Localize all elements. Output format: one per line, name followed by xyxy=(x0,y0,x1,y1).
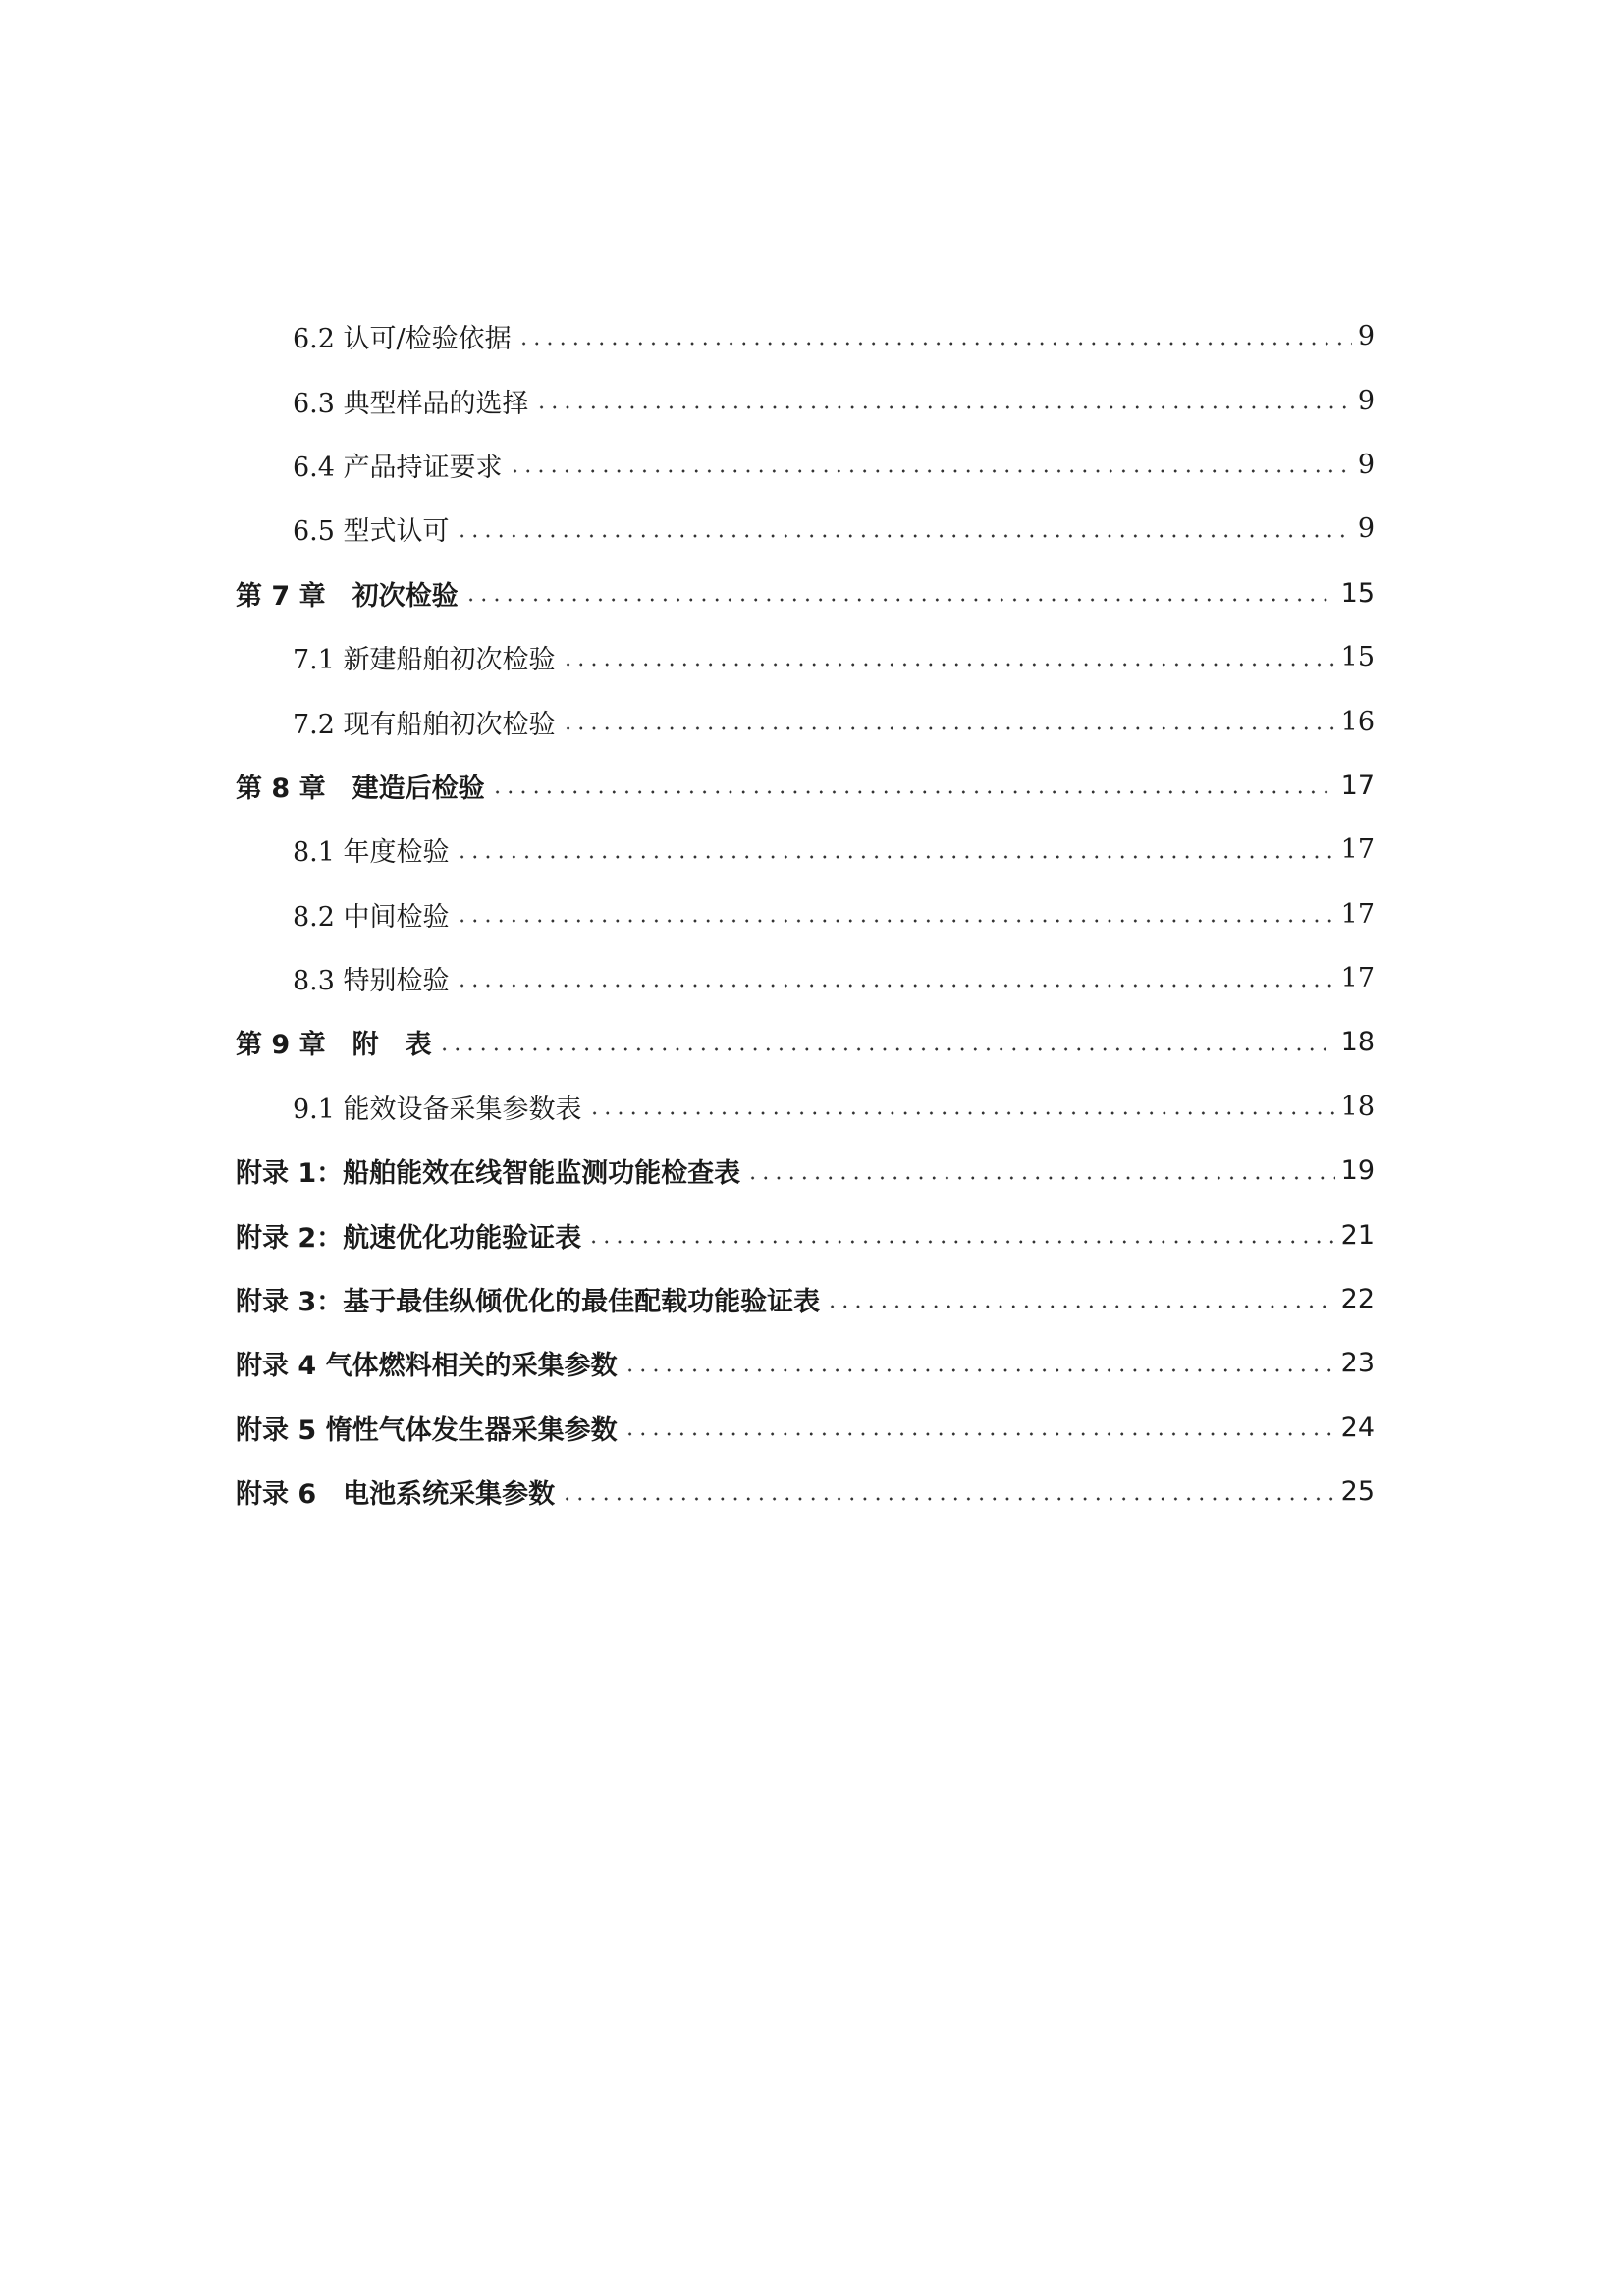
toc-page-number: 17 xyxy=(1340,963,1375,994)
toc-entry-title: 附录 4 气体燃料相关的采集参数 xyxy=(236,1351,618,1382)
toc-page-number: 9 xyxy=(1357,513,1375,545)
toc-entry-title: 第 9 章 附 表 xyxy=(236,1030,432,1061)
toc-entry-chapter-7[interactable] xyxy=(236,561,1375,625)
toc-dot-leader xyxy=(561,1497,1334,1501)
toc-page-number: 9 xyxy=(1357,449,1375,480)
toc-entry-7-2[interactable] xyxy=(236,689,1375,753)
toc-dot-leader xyxy=(623,1368,1335,1372)
toc-entry-chapter-8[interactable] xyxy=(236,754,1375,818)
toc-page-number: 22 xyxy=(1340,1284,1375,1315)
toc-page-number: 18 xyxy=(1340,1027,1375,1058)
toc-dot-leader xyxy=(438,1047,1335,1051)
toc-page-number: 23 xyxy=(1340,1348,1375,1379)
toc-entry-title: 附录 2：航速优化功能验证表 xyxy=(236,1222,582,1254)
toc-entry-title: 附录 5 惰性气体发生器采集参数 xyxy=(236,1415,618,1446)
toc-entry-title: 8.1 年度检验 xyxy=(293,837,450,869)
toc-entry-6-4[interactable] xyxy=(236,433,1375,497)
toc-dot-leader xyxy=(746,1176,1334,1180)
toc-entry-chapter-9[interactable] xyxy=(236,1010,1375,1074)
toc-page-number: 16 xyxy=(1340,706,1375,737)
toc-page-number: 17 xyxy=(1340,770,1375,801)
toc-dot-leader xyxy=(587,1240,1334,1244)
toc-dot-leader xyxy=(562,663,1335,667)
toc-entry-title: 6.5 型式认可 xyxy=(293,516,450,548)
toc-entry-appendix-2[interactable] xyxy=(236,1202,1375,1266)
toc-dot-leader xyxy=(517,342,1352,346)
toc-entry-appendix-6[interactable] xyxy=(236,1460,1375,1523)
toc-entry-title: 附录 6 电池系统采集参数 xyxy=(236,1479,556,1511)
toc-dot-leader xyxy=(509,469,1352,473)
toc-page-number: 15 xyxy=(1340,642,1375,673)
toc-dot-leader xyxy=(456,919,1335,923)
toc-dot-leader xyxy=(562,726,1335,730)
toc-entry-title: 第 7 章 初次检验 xyxy=(236,580,459,612)
toc-entry-appendix-4[interactable] xyxy=(236,1331,1375,1395)
toc-entry-appendix-5[interactable] xyxy=(236,1396,1375,1460)
toc-entry-title: 8.2 中间检验 xyxy=(293,901,450,933)
toc-dot-leader xyxy=(456,534,1352,538)
table-of-contents xyxy=(236,304,1375,1523)
toc-dot-leader xyxy=(464,598,1335,602)
toc-entry-title: 8.3 特别检验 xyxy=(293,966,450,997)
toc-entry-6-5[interactable] xyxy=(236,497,1375,561)
toc-page-number: 9 xyxy=(1357,321,1375,352)
toc-page-number: 9 xyxy=(1357,385,1375,416)
toc-entry-title: 6.2 认可/检验依据 xyxy=(293,324,512,355)
toc-page-number: 25 xyxy=(1340,1476,1375,1508)
toc-page-number: 19 xyxy=(1340,1155,1375,1187)
toc-entry-8-3[interactable] xyxy=(236,946,1375,1010)
toc-entry-title: 6.3 典型样品的选择 xyxy=(293,388,529,419)
toc-entry-title: 6.4 产品持证要求 xyxy=(293,452,503,483)
toc-dot-leader xyxy=(491,790,1335,794)
toc-entry-9-1[interactable] xyxy=(236,1075,1375,1139)
toc-dot-leader xyxy=(456,984,1335,988)
toc-entry-7-1[interactable] xyxy=(236,625,1375,689)
toc-dot-leader xyxy=(456,855,1335,859)
toc-entry-appendix-1[interactable] xyxy=(236,1139,1375,1202)
toc-dot-leader xyxy=(588,1111,1335,1115)
toc-dot-leader xyxy=(623,1432,1335,1436)
toc-entry-6-2[interactable] xyxy=(236,304,1375,368)
toc-page-number: 24 xyxy=(1340,1412,1375,1443)
toc-page-number: 17 xyxy=(1340,834,1375,866)
toc-page-number: 18 xyxy=(1340,1091,1375,1122)
toc-page-number: 21 xyxy=(1340,1219,1375,1251)
toc-entry-appendix-3[interactable] xyxy=(236,1267,1375,1331)
toc-entry-8-1[interactable] xyxy=(236,818,1375,881)
toc-entry-title: 7.1 新建船舶初次检验 xyxy=(293,645,556,676)
toc-page-number: 17 xyxy=(1340,898,1375,930)
toc-page-number: 15 xyxy=(1340,577,1375,609)
toc-entry-title: 9.1 能效设备采集参数表 xyxy=(293,1094,582,1125)
toc-dot-leader xyxy=(826,1305,1334,1308)
toc-dot-leader xyxy=(535,405,1352,409)
toc-entry-6-3[interactable] xyxy=(236,368,1375,432)
toc-entry-title: 附录 1：船舶能效在线智能监测功能检查表 xyxy=(236,1158,741,1190)
toc-entry-title: 附录 3：基于最佳纵倾优化的最佳配载功能验证表 xyxy=(236,1287,821,1318)
toc-entry-title: 7.2 现有船舶初次检验 xyxy=(293,709,556,740)
toc-entry-title: 第 8 章 建造后检验 xyxy=(236,773,485,804)
toc-entry-8-2[interactable] xyxy=(236,882,1375,946)
